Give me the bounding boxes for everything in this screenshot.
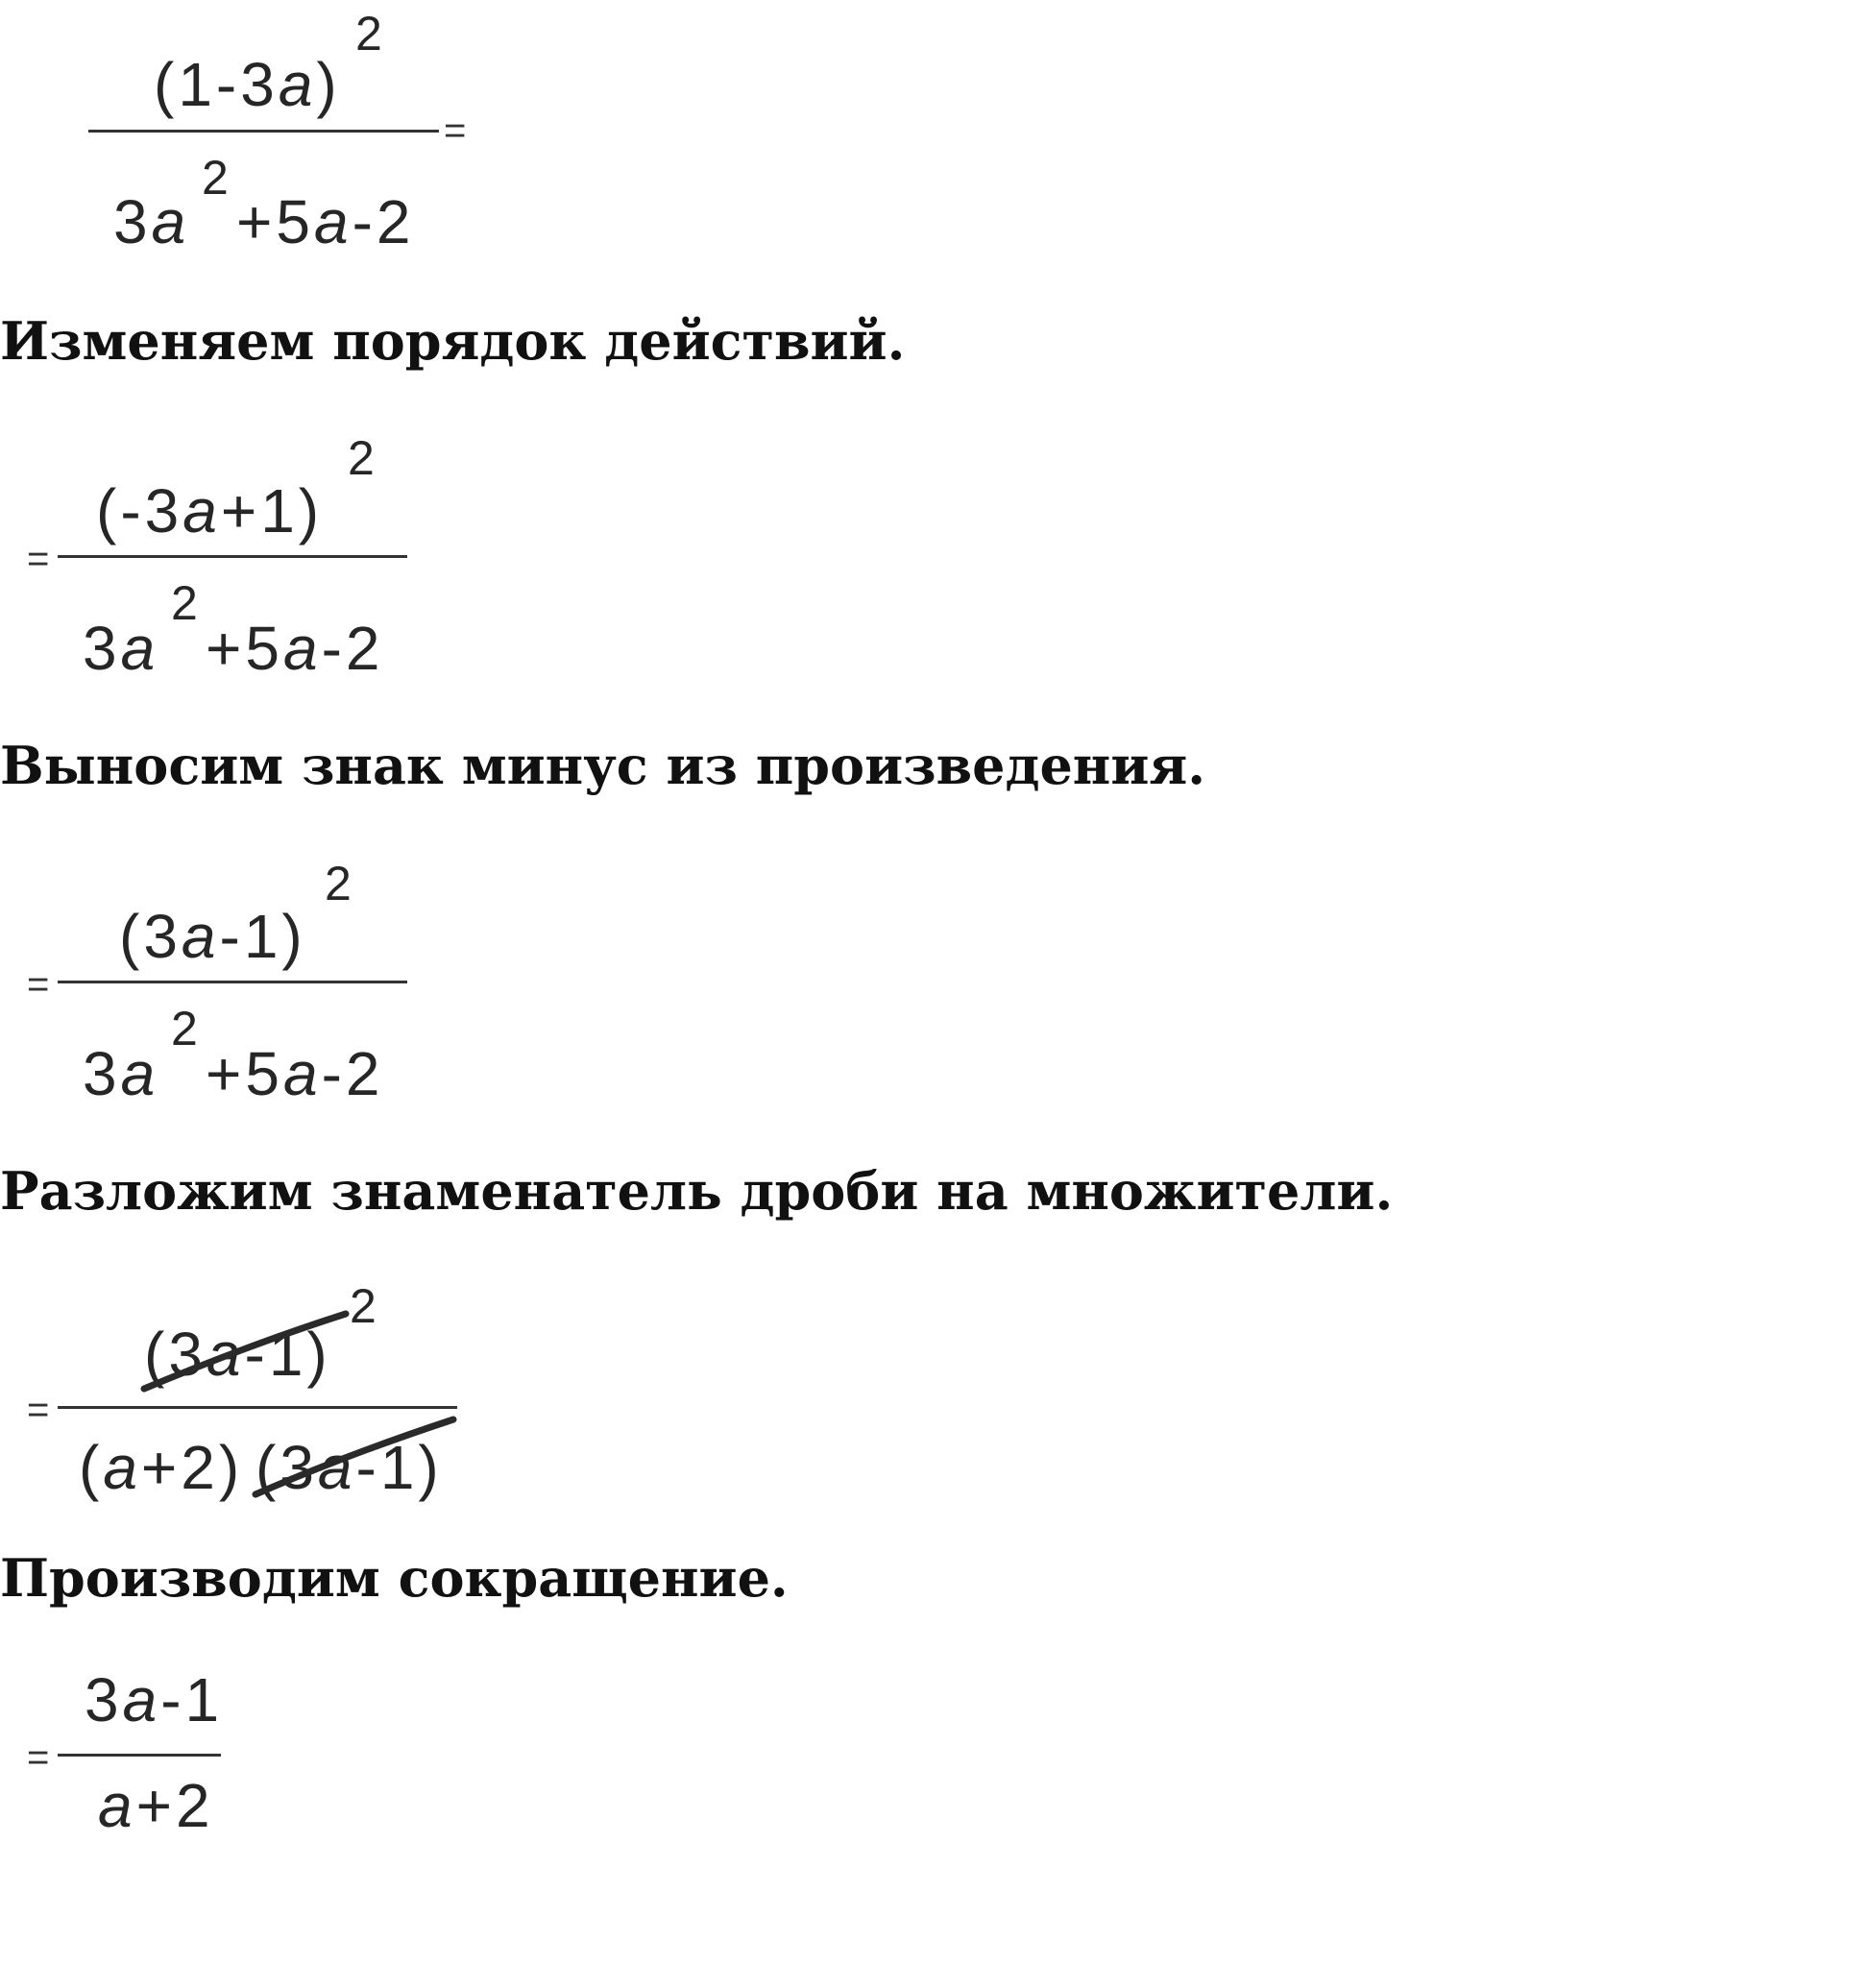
caption-step-1: Изменяем порядок действий.: [0, 310, 906, 372]
fraction-bar: [58, 981, 407, 983]
equals-sign: =: [27, 963, 50, 1006]
numerator-exponent: 2: [355, 7, 382, 61]
numerator-exponent: 2: [350, 1279, 377, 1333]
denominator-term-2: +5a-2: [206, 1039, 384, 1108]
equals-sign: =: [444, 109, 467, 152]
numerator: (3a-1): [144, 1320, 331, 1389]
caption-step-4: Производим сокращение.: [0, 1547, 789, 1609]
fraction-bar: [58, 555, 407, 558]
denominator-strikethrough: [0, 0, 1, 1]
numerator: (-3a+1): [96, 476, 324, 545]
denominator-term-1: 3a: [113, 187, 190, 256]
equals-sign: =: [27, 1389, 50, 1431]
equals-sign: =: [27, 538, 50, 580]
caption-step-3: Разложим знаменатель дроби на множители.: [0, 1160, 1394, 1222]
numerator: (3a-1): [119, 902, 306, 971]
equals-sign: =: [27, 1736, 50, 1779]
numerator-exponent: 2: [348, 431, 375, 485]
denominator-factor-2: (3a-1): [255, 1433, 443, 1502]
denominator-exponent: 2: [171, 576, 198, 630]
denominator-term-2: +5a-2: [236, 187, 415, 256]
fraction-bar: [58, 1406, 457, 1409]
denominator-exponent: 2: [171, 1002, 198, 1055]
numerator: (1-3a): [154, 50, 341, 119]
denominator-term-1: 3a: [83, 1039, 159, 1108]
numerator: 3a-1: [85, 1665, 224, 1734]
denominator-factor-1: (a+2): [79, 1433, 244, 1502]
denominator: a+2: [98, 1771, 214, 1840]
denominator-term-1: 3a: [83, 614, 159, 683]
fraction-bar: [88, 130, 439, 133]
caption-step-2: Выносим знак минус из произведения.: [0, 735, 1206, 796]
fraction-bar: [58, 1754, 221, 1757]
denominator-term-2: +5a-2: [206, 614, 384, 683]
numerator-exponent: 2: [325, 857, 352, 910]
denominator-exponent: 2: [202, 151, 229, 205]
